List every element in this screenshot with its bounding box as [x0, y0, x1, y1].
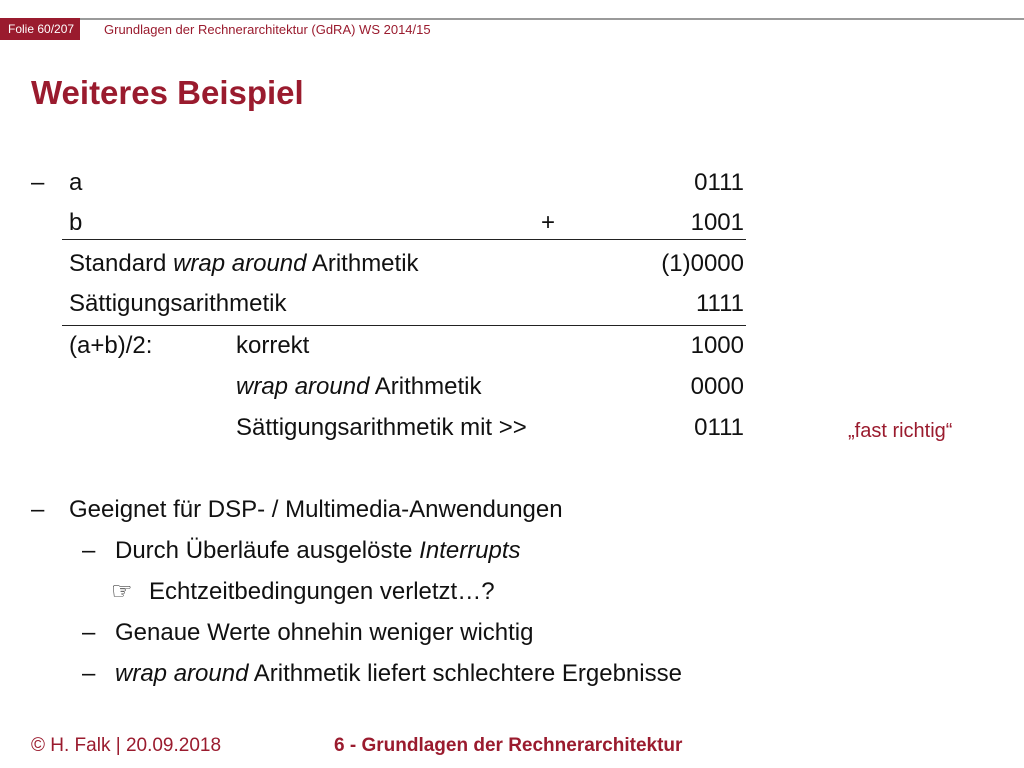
row-a-label: a: [69, 169, 83, 196]
row-saturation-value: 1111: [695, 290, 744, 317]
slide-number-badge: Folie 60/207: [0, 18, 80, 40]
row-standard-label-pre: Standard: [69, 250, 174, 277]
footer-chapter: 6 - Grundlagen der Rechnerarchitektur: [334, 735, 683, 756]
row-wrap-value: 0000: [690, 373, 744, 400]
row-b-label: b: [69, 209, 83, 236]
row-standard-label-post: Arithmetik: [306, 250, 419, 277]
bullet-sub3-italic: wrap around: [115, 660, 249, 687]
pointing-hand-icon: ☞: [111, 578, 133, 605]
sum-rule: [62, 239, 746, 240]
row-satshift-method: Sättigungsarithmetik mit >>: [236, 414, 527, 441]
bullet-sub2: Genaue Werte ohnehin weniger wichtig: [115, 619, 534, 646]
bullet-dash-sub2: –: [82, 619, 96, 646]
bullet-sub3: [115, 659, 682, 689]
bullet-dash-sub1: –: [82, 537, 96, 564]
bullet-sub3-post: Arithmetik liefert schlechtere Ergebnisse: [248, 660, 682, 687]
course-title: Grundlagen der Rechnerarchitektur (GdRA) WS 2014/15: [104, 22, 431, 37]
average-rule: [62, 325, 746, 326]
row-b-value: 1001: [690, 209, 744, 236]
row-standard-label-italic: wrap around: [173, 250, 307, 277]
row-standard-value: (1)0000: [661, 250, 744, 277]
slide-header: [0, 0, 1024, 40]
row-wrap-method: [236, 372, 481, 402]
bullet-sub1-pre: Durch Überläufe ausgelöste: [115, 537, 420, 564]
footer-author: © H. Falk | 20.09.2018: [31, 735, 222, 756]
row-standard-label: [69, 249, 419, 279]
row-wrap-method-post: Arithmetik: [369, 373, 482, 400]
bullet-sub1-italic: Interrupts: [419, 537, 521, 564]
almost-correct-note: „fast richtig“: [848, 420, 953, 442]
row-satshift-value: 0111: [694, 414, 744, 441]
row-wrap-method-italic: wrap around: [236, 373, 370, 400]
bullet-dash-sub3: –: [82, 660, 96, 687]
row-average-value: 1000: [690, 332, 744, 359]
row-saturation-label: Sättigungsarithmetik: [69, 290, 287, 317]
row-b-operator: +: [541, 209, 556, 236]
slide-title: Weiteres Beispiel: [31, 74, 304, 111]
row-average-label: (a+b)/2:: [69, 332, 153, 359]
row-average-method: korrekt: [236, 332, 310, 359]
row-a-value: 0111: [694, 169, 744, 196]
bullet-dash-main: –: [31, 496, 45, 523]
bullet-dash: –: [31, 169, 45, 196]
bullet-sub1: [115, 536, 521, 566]
bullet-sub1-note: Echtzeitbedingungen verletzt…?: [149, 578, 495, 605]
bullet-main: Geeignet für DSP- / Multimedia-Anwendungen: [69, 496, 563, 523]
